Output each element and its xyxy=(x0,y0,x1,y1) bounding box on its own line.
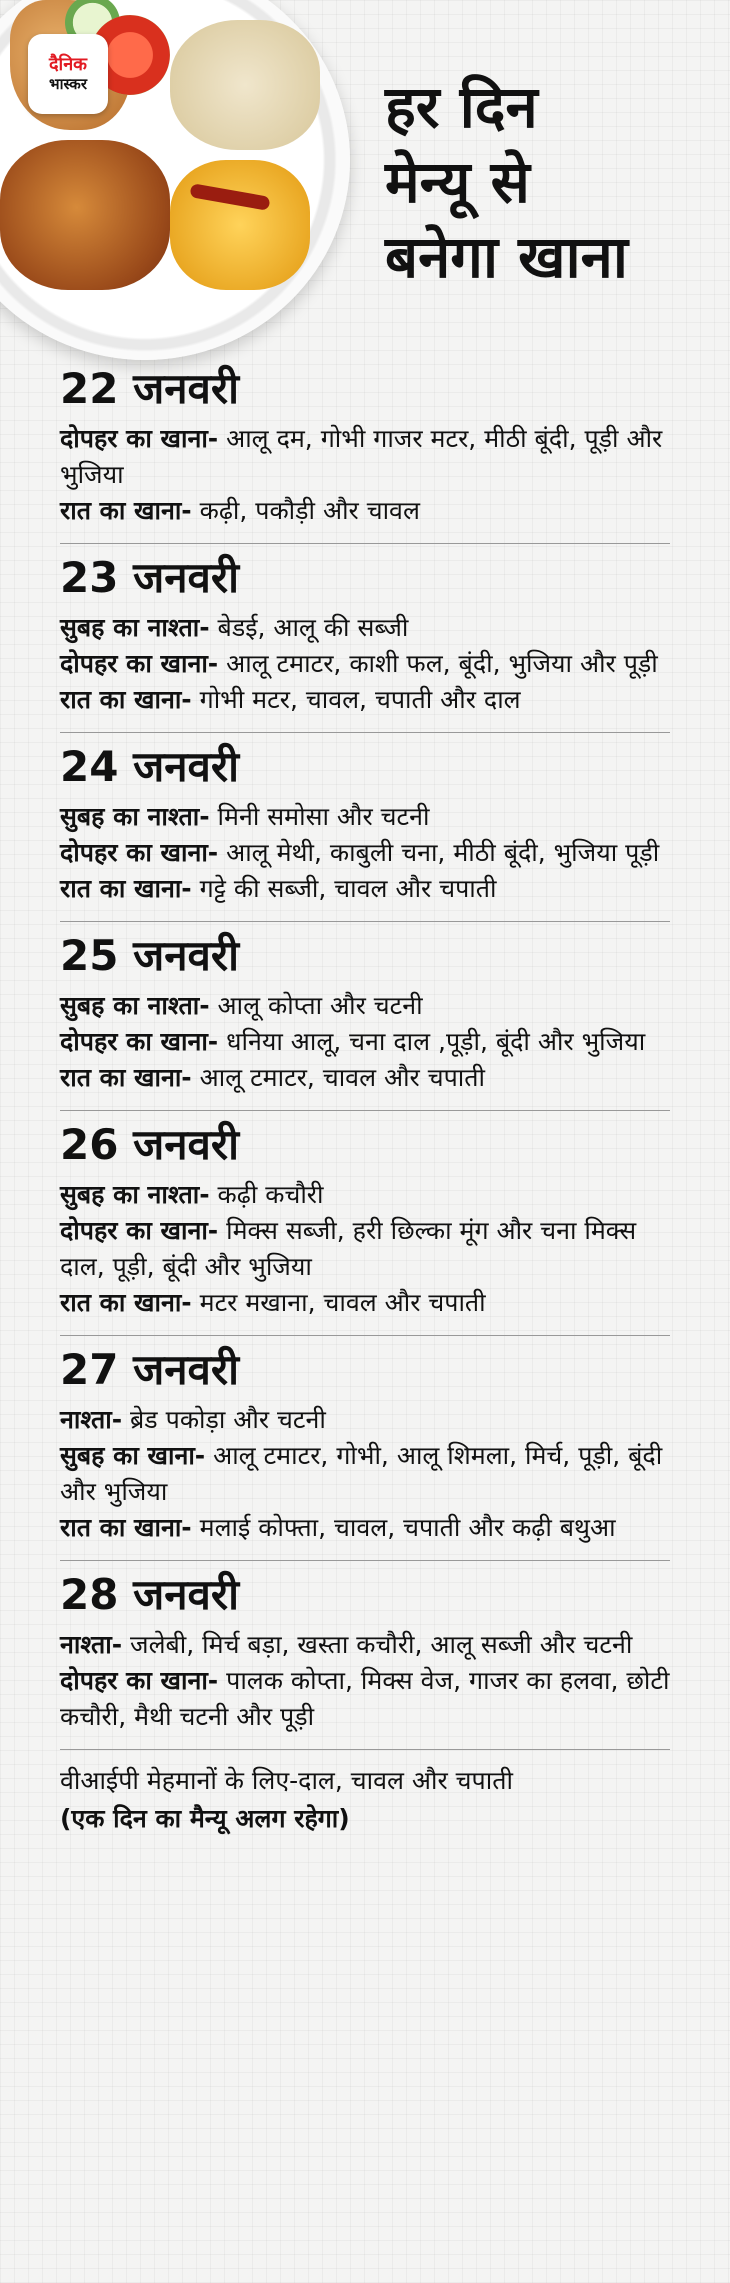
meal-line xyxy=(60,1177,670,1213)
meal-label: दोपहर का खाना- xyxy=(60,649,219,678)
meal-line xyxy=(60,1213,670,1285)
logo-line1: दैनिक xyxy=(48,54,88,75)
meal-label: रात का खाना- xyxy=(60,685,192,714)
meal-label: रात का खाना- xyxy=(60,1513,192,1542)
meal-line xyxy=(60,1438,670,1510)
vip-menu-line: वीआईपी मेहमानों के लिए-दाल, चावल और चपाती xyxy=(60,1766,513,1795)
headline-line3: बनेगा खाना xyxy=(385,223,628,291)
meal-text: आलू कोप्ता और चटनी xyxy=(209,991,423,1020)
meal-text: गट्टे की सब्जी, चावल और चपाती xyxy=(191,874,497,903)
meal-line xyxy=(60,1663,670,1735)
curry-food xyxy=(0,140,170,290)
logo-line2: भास्कर xyxy=(49,75,87,93)
meal-line xyxy=(60,421,670,493)
day-date: 24 जनवरी xyxy=(60,742,239,791)
meal-text: मटर मखाना, चावल और चपाती xyxy=(191,1288,486,1317)
day-date: 23 जनवरी xyxy=(60,553,239,602)
meal-text: बेडई, आलू की सब्जी xyxy=(209,613,409,642)
meal-text: गोभी मटर, चावल, चपाती और दाल xyxy=(191,685,521,714)
day-date: 25 जनवरी xyxy=(60,931,239,980)
footer xyxy=(60,1750,670,1838)
meal-label: दोपहर का खाना- xyxy=(60,838,219,867)
day-28 xyxy=(60,1561,670,1750)
headline-line1: हर दिन xyxy=(385,73,538,141)
meal-label: दोपहर का खाना- xyxy=(60,1027,219,1056)
meal-label: रात का खाना- xyxy=(60,874,192,903)
meal-label: सुबह का नाश्ता- xyxy=(60,1180,210,1209)
headline xyxy=(385,70,730,295)
meal-text: मलाई कोफ्ता, चावल, चपाती और कढ़ी बथुआ xyxy=(191,1513,616,1542)
meal-line xyxy=(60,1285,670,1321)
meal-line xyxy=(60,835,670,871)
meal-line xyxy=(60,799,670,835)
day-23 xyxy=(60,544,670,733)
meal-label: नाश्ता- xyxy=(60,1630,123,1659)
meal-label: नाश्ता- xyxy=(60,1405,123,1434)
meal-label: सुबह का नाश्ता- xyxy=(60,613,210,642)
meal-label: सुबह का नाश्ता- xyxy=(60,802,210,831)
meal-line xyxy=(60,1510,670,1546)
meal-text: धनिया आलू, चना दाल ,पूड़ी, बूंदी और भुजिया xyxy=(218,1027,646,1056)
meal-text: आलू मेथी, काबुली चना, मीठी बूंदी, भुजिया पूड़ी xyxy=(218,838,660,867)
meal-label: दोपहर का खाना- xyxy=(60,1216,219,1245)
meal-text: कढ़ी, पकौड़ी और चावल xyxy=(191,496,420,525)
day-27 xyxy=(60,1336,670,1561)
meal-line xyxy=(60,1627,670,1663)
meal-text: कढ़ी कचौरी xyxy=(209,1180,324,1209)
day-24 xyxy=(60,733,670,922)
day-25 xyxy=(60,922,670,1111)
meal-label: दोपहर का खाना- xyxy=(60,1666,219,1695)
day-date: 28 जनवरी xyxy=(60,1570,239,1619)
header xyxy=(0,0,730,355)
meal-label: रात का खाना- xyxy=(60,1288,192,1317)
meal-text: जलेबी, मिर्च बड़ा, खस्ता कचौरी, आलू सब्जी और चटनी xyxy=(122,1630,633,1659)
meal-label: सुबह का खाना- xyxy=(60,1441,206,1470)
rice-food xyxy=(170,20,320,150)
meal-text: मिक्स सब्जी, हरी छिल्का मूंग और चना मिक्स दाल, पूड़ी, बूंदी और भुजिया xyxy=(60,1216,637,1281)
meal-line xyxy=(60,646,670,682)
day-22 xyxy=(60,355,670,544)
menu-list xyxy=(60,355,670,1838)
meal-line xyxy=(60,493,670,529)
meal-label: रात का खाना- xyxy=(60,1063,192,1092)
day-date: 22 जनवरी xyxy=(60,364,239,413)
day-26 xyxy=(60,1111,670,1336)
meal-line xyxy=(60,988,670,1024)
meal-text: आलू टमाटर, गोभी, आलू शिमला, मिर्च, पूड़ी, बूंदी और भुजिया xyxy=(60,1441,663,1506)
meal-text: आलू टमाटर, चावल और चपाती xyxy=(191,1063,485,1092)
day-date: 26 जनवरी xyxy=(60,1120,239,1169)
meal-line xyxy=(60,871,670,907)
meal-text: ब्रेड पकोड़ा और चटनी xyxy=(122,1405,326,1434)
headline-line2: मेन्यू से xyxy=(385,148,530,216)
meal-text: आलू टमाटर, काशी फल, बूंदी, भुजिया और पूड़ी xyxy=(218,649,658,678)
meal-text: आलू दम, गोभी गाजर मटर, मीठी बूंदी, पूड़ी और भुजिया xyxy=(60,424,663,489)
meal-line xyxy=(60,1402,670,1438)
meal-label: रात का खाना- xyxy=(60,496,192,525)
dal-food xyxy=(170,160,310,290)
meal-line xyxy=(60,1024,670,1060)
dainik-bhaskar-logo xyxy=(28,34,108,114)
footer-note: (एक दिन का मैन्यू अलग रहेगा) xyxy=(60,1804,350,1833)
meal-label: सुबह का नाश्ता- xyxy=(60,991,210,1020)
meal-line xyxy=(60,1060,670,1096)
meal-label: दोपहर का खाना- xyxy=(60,424,219,453)
meal-text: मिनी समोसा और चटनी xyxy=(209,802,430,831)
day-date: 27 जनवरी xyxy=(60,1345,239,1394)
meal-line xyxy=(60,682,670,718)
meal-text: पालक कोप्ता, मिक्स वेज, गाजर का हलवा, छोटी कचौरी, मैथी चटनी और पूड़ी xyxy=(60,1666,670,1731)
meal-line xyxy=(60,610,670,646)
